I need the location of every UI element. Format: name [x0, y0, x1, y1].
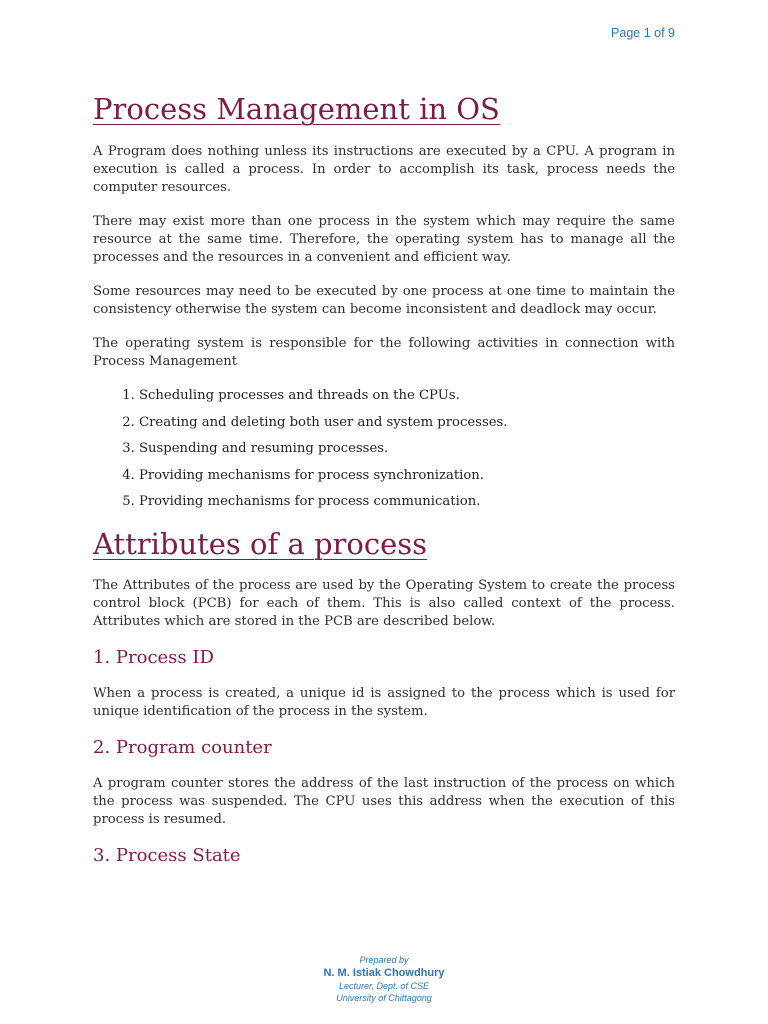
footer-author: N. M. Istiak Chowdhury: [323, 967, 445, 979]
paragraph-responsibilities: The operating system is responsible for the following activities in connection with Process Management: [93, 336, 675, 369]
page-number: Page 1 of 9: [611, 26, 675, 40]
paragraph-program-counter: A program counter stores the address of the last instruction of the process on which the process was suspended. The CPU uses this address when the execution of this process is resumed.: [93, 776, 675, 827]
list-item: 5. Providing mechanisms for process communication.: [139, 493, 675, 511]
paragraph-intro: A Program does nothing unless its instructions are executed by a CPU. A program in execution is called a process. In order to accomplish its task, process needs the computer resources.: [93, 144, 675, 195]
footer-institution: University of Chittagong: [336, 993, 432, 1003]
title-attributes: Attributes of a process: [93, 527, 428, 561]
subheading-process-id: 1. Process ID: [93, 647, 214, 668]
list-item: 3. Suspending and resuming processes.: [139, 440, 675, 458]
paragraph-attributes-intro: The Attributes of the process are used by the Operating System to create the process control block (PCB) for each of them. This is also called context of the process. Attributes which are stored in the PCB are described below.: [93, 578, 675, 629]
paragraph-process-id: When a process is created, a unique id is assigned to the process which is used for unique identification of the process in the system.: [93, 686, 675, 719]
list-item: 1. Scheduling processes and threads on the CPUs.: [139, 387, 675, 405]
document-body: [93, 90, 675, 883]
list-item: 2. Creating and deleting both user and system processes.: [139, 414, 675, 432]
paragraph-multiple-processes: There may exist more than one process in the system which may require the same resource at the same time. Therefore, the operating system has to manage all the processes and the resources in a convenient and efficient way.: [93, 214, 675, 265]
footer: [0, 954, 768, 1004]
footer-prepared-by: Prepared by: [359, 955, 409, 965]
footer-role: Lecturer, Dept. of CSE: [338, 981, 430, 991]
subheading-program-counter: 2. Program counter: [93, 737, 272, 758]
list-item: 4. Providing mechanisms for process synchronization.: [139, 467, 675, 485]
activities-list: [93, 387, 675, 511]
subheading-process-state: 3. Process State: [93, 845, 241, 866]
title-process-management: Process Management in OS: [93, 92, 500, 126]
paragraph-resources: Some resources may need to be executed by one process at one time to maintain the consistency otherwise the system can become inconsistent and deadlock may occur.: [93, 284, 675, 317]
